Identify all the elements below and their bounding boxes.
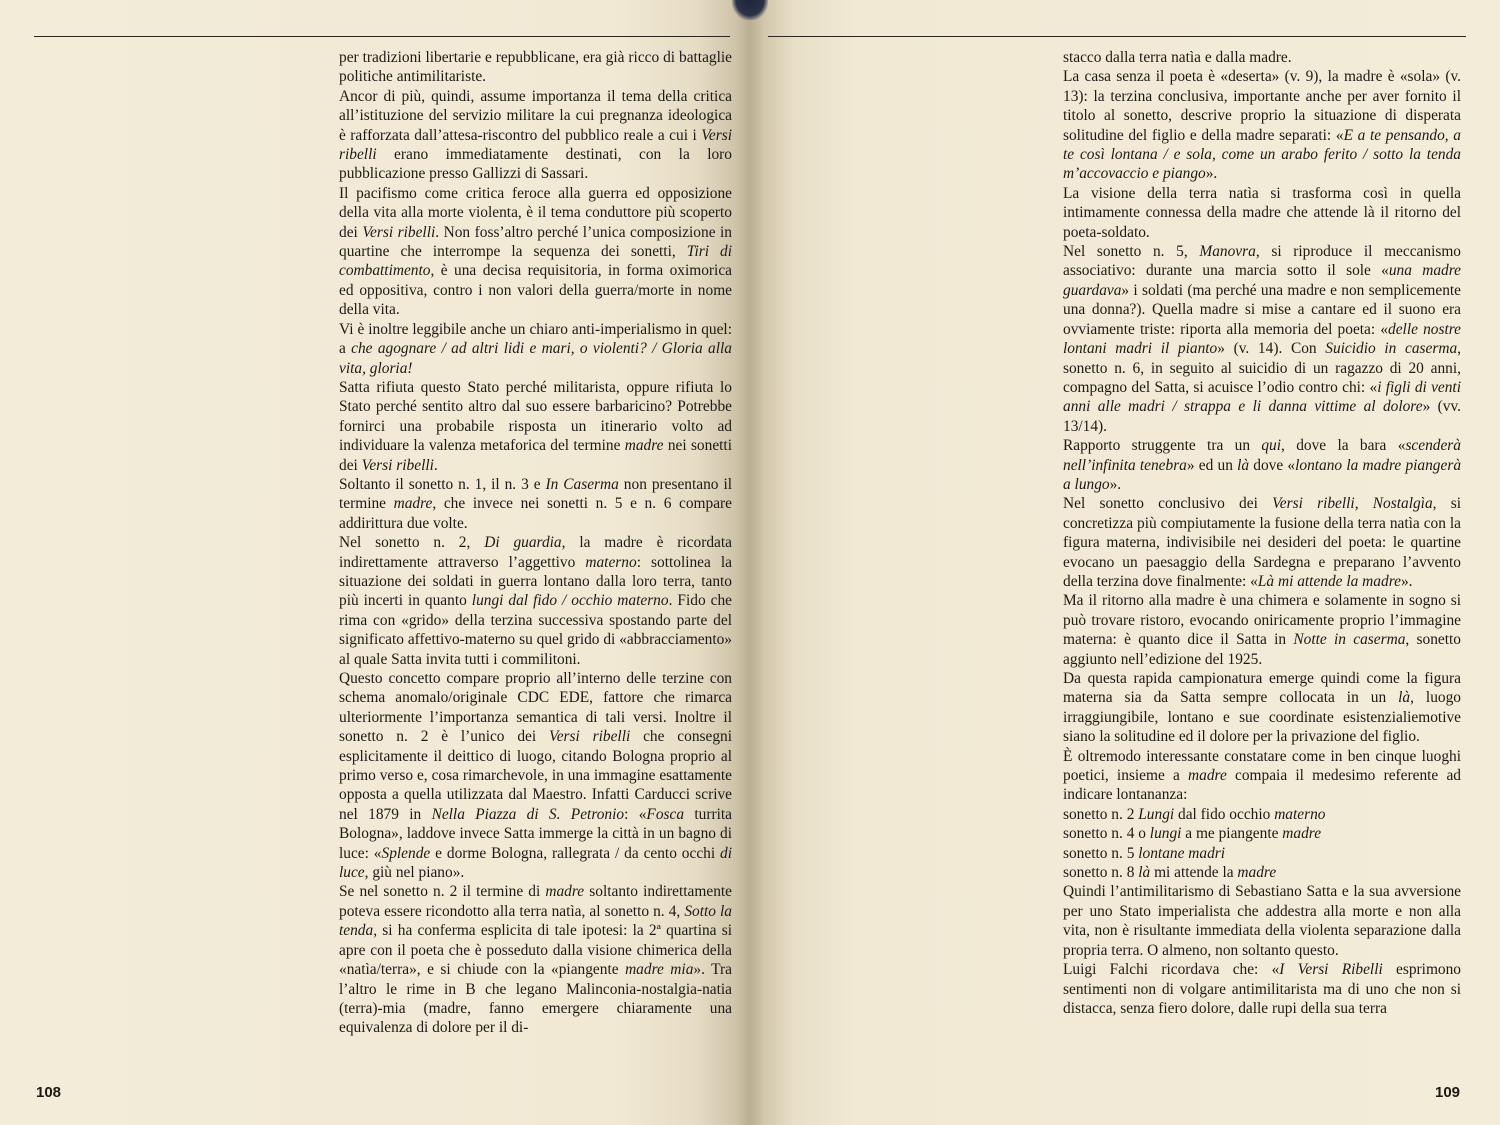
paragraph: È oltremodo interessante constatare come in ben cinque luoghi poetici, insieme a madre compaia il medesimo referente ad indicare lontananza:: [1063, 747, 1461, 804]
paragraph: sonetto n. 2 Lungi dal fido occhio materno: [1063, 805, 1326, 823]
paragraph: sonetto n. 4 o lungi a me piangente madre: [1063, 825, 1322, 843]
paragraph: Soltanto il sonetto n. 1, il n. 3 e In Caserma non presentano il termine madre, che invece nei sonetti n. 5 e n. 6 compare addirittura due volte.: [339, 475, 732, 532]
paragraph: Da questa rapida campionatura emerge quindi come la figura materna sia da Satta sempre collocata in un là, luogo irraggiungibile, lontano e sue coordinate esistenzialiemotive siano la solitudine ed il dolore per la privazione del figlio.: [1063, 670, 1461, 746]
paragraph: per tradizioni libertarie e repubblicane, era già ricco di battaglie politiche antimilitariste.: [339, 49, 732, 86]
left-page-text: [339, 48, 732, 1038]
paragraph: La visione della terra natìa si trasforma così in quella intimamente connessa della madre che attende là il ritorno del poeta-soldato.: [1063, 184, 1461, 241]
paragraph: Il pacifismo come critica feroce alla guerra ed opposizione della vita alla morte violenta, è il tema conduttore più scoperto dei Versi ribelli. Non foss’altro perché l’unica composizione in quartine che interrompe la sequenza dei sonetti, Tiri di combattimento, è una decisa requisitoria, in forma oximorica ed oppositiva, contro i non valori della guerra/morte in nome della vita.: [339, 184, 733, 319]
paragraph: Ma il ritorno alla madre è una chimera e solamente in sogno si può trovare ristoro, evocando oniricamente proprio l’immagine materna: è quanto dice il Satta in Notte in caserma, sonetto aggiunto nell’edizione del 1925.: [1063, 592, 1462, 668]
header-rule: [34, 36, 730, 37]
paragraph: Rapporto struggente tra un qui, dove la bara «scenderà nell’infinita tenebra» ed un là dove «lontano la madre piangerà a lungo».: [1063, 437, 1462, 493]
paragraph: Questo concetto compare proprio all’interno delle terzine con schema anomalo/originale CDC EDE, fattore che rimarca ulteriormente l’importanza semantica di tali versi. Inoltre il sonetto n. 2 è l’unico dei Versi ribelli che consegni esplicitamente il deittico di luogo, citando Bologna proprio al primo verso e, cosa rimarchevole, in una immagine esattamente opposta a quella utilizzata dal Maestro. Infatti Carducci scrive nel 1879 in Nella Piazza di S. Petronio: «Fosca turrita Bologna», laddove invece Satta immerge la città in un bagno di luce: «Splende e dorme Bologna, rallegrata / da cento occhi di luce, giù nel piano».: [339, 670, 733, 882]
paragraph: stacco dalla terra natìa e dalla madre.: [1063, 49, 1292, 66]
right-page: [750, 0, 1500, 1125]
paragraph: Luigi Falchi ricordava che: «I Versi Ribelli esprimono sentimenti non di volgare antimilitarista ma di uno che non si distacca, senza fiero dolore, dalle rupi della sua terra: [1063, 961, 1462, 1017]
paragraph: Nel sonetto conclusivo dei Versi ribelli, Nostalgìa, si concretizza più compiutamente la fusione della terra natìa con la figura materna, indivisibile nei desideri del poeta: le quartine evocano un paesaggio della Sardegna e preparano l’avvento della terzina dove finalmente: «Là mi attende la madre».: [1063, 495, 1461, 590]
page-number-right: 109: [1435, 1084, 1461, 1101]
book-spine-shadow: [732, 0, 768, 20]
paragraph: Quindi l’antimilitarismo di Sebastiano Satta e la sua avversione per uno Stato imperialista che addestra alla morte e non alla vita, non è risultante immediata della violenta separazione dalla propria terra. O almeno, non soltanto questo.: [1063, 883, 1461, 959]
paragraph: Ancor di più, quindi, assume importanza il tema della critica all’istituzione del servizio militare la cui pregnanza ideologica è rafforzata dall’attesa-riscontro del pubblico reale a cui i Versi ribelli erano immediatamente destinati, con la loro pubblicazione presso Gallizzi di Sassari.: [339, 87, 732, 183]
paragraph: Nel sonetto n. 5, Manovra, si riproduce il meccanismo associativo: durante una marcia sotto il sole «una madre guardava» i soldati (ma perché una madre e non semplicemente una donna?). Quella madre si mise a cantare ed il suono era ovviamente triste: riporta alla memoria del poeta: «delle nostre lontani madri il pianto» (v. 14). Con Suicidio in caserma, sonetto n. 6, in seguito al suicidio di un ragazzo di 20 anni, compagno del Satta, si acuisce l’odio contro chi: «i figli di venti anni alle madri / strappa e li danna vittime al dolore» (vv. 13/14).: [1063, 243, 1461, 435]
paragraph: sonetto n. 5 lontane madri: [1063, 844, 1226, 862]
page-number-left: 108: [36, 1084, 62, 1101]
paragraph: sonetto n. 8 là mi attende la madre: [1063, 864, 1277, 882]
header-rule: [768, 36, 1466, 37]
paragraph: Se nel sonetto n. 2 il termine di madre soltanto indirettamente poteva essere ricondotto alla terra natìa, al sonetto n. 4, Sotto la tenda, si ha conferma esplicita di tale ipotesi: la 2ª quartina si apre con il poeta che è posseduto dalla visione chimerica della «natìa/terra», e si chiude con la «piangente madre mia». Tra l’altro le rime in B che legano Malinconia-nostalgia-natia (terra)-mia (madre, fanno emergere chiaramente una equivalenza di dolore per il di-: [339, 883, 732, 1037]
paragraph: Vi è inoltre leggibile anche un chiaro anti-imperialismo in quel: a che agognare / ad altri lidi e mari, o violenti? / Gloria alla vita, gloria!: [339, 320, 732, 377]
paragraph: Nel sonetto n. 2, Di guardia, la madre è ricordata indirettamente attraverso l’aggettivo materno: sottolinea la situazione dei soldati in guerra lontano dalla loro terra, tanto più incerti in quanto lungi dal fido / occhio materno. Fido che rima con «grido» della terzina successiva spostando parte del significato affettivo-materno su quel grido di «abbracciamento» al quale Satta invita tutti i commilitoni.: [339, 534, 733, 668]
paragraph: Satta rifiuta questo Stato perché militarista, oppure rifiuta lo Stato perché sentito altro dal suo essere barbaricino? Potrebbe fornirci una probabile risposta un itinerario volto ad individuare la valenza metaforica del termine madre nei sonetti dei Versi ribelli.: [339, 378, 732, 474]
paragraph: La casa senza il poeta è «deserta» (v. 9), la madre è «sola» (v. 13): la terzina conclusiva, importante anche per aver fornito il titolo al sonetto, descrive proprio la situazione di disperata solitudine del figlio e della madre separati: «E a te pensando, a te così lontana / e sola, come un arabo ferito / sotto la tenda m’accovaccio e piango».: [1063, 68, 1461, 183]
right-page-text: [1063, 48, 1461, 1018]
